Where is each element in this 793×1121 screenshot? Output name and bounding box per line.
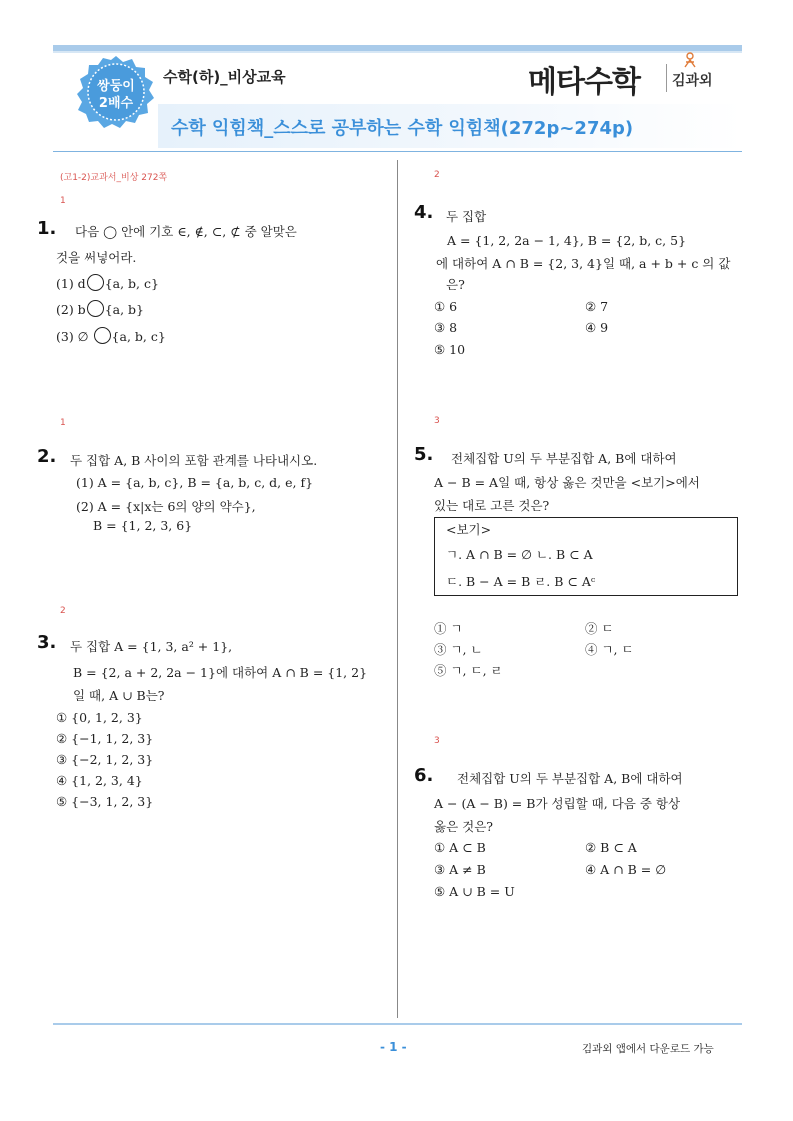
q5-choice-5[interactable]: ⑤ ㄱ, ㄷ, ㄹ [434, 663, 503, 678]
q6-number: 6. [414, 765, 434, 786]
box-row2: ㄷ. B − A = B ㄹ. B ⊂ Aᶜ [446, 574, 596, 589]
box-row1: ㄱ. A ∩ B = ∅ ㄴ. B ⊂ A [446, 547, 593, 562]
q1-item1-pre: (1) d [56, 276, 86, 291]
q4-choice-2[interactable]: ② 7 [585, 299, 609, 314]
badge-line2: 2배수 [98, 96, 134, 111]
brand-separator [666, 64, 667, 92]
q1-item3-post: {a, b, c} [111, 329, 166, 344]
answer-blank-circle[interactable] [87, 300, 104, 317]
header-top-bar-light [53, 51, 742, 53]
q1-item2 [56, 300, 144, 317]
q4-level: 2 [434, 170, 440, 180]
q5-choice-3[interactable]: ③ ㄱ, ㄴ [434, 642, 483, 657]
subject-label: 수학(하)_비상교육 [163, 68, 286, 86]
q6-choice-3[interactable]: ③ A ≠ B [434, 862, 486, 877]
q3-choice-2[interactable]: ② {−1, 1, 2, 3} [56, 731, 154, 746]
q1-item1-post: {a, b, c} [104, 276, 159, 291]
q1-item2-post: {a, b} [104, 302, 144, 317]
brand-logo: 메타수학 [528, 65, 640, 100]
q4-choice-4[interactable]: ④ 9 [585, 320, 609, 335]
box-title: <보기> [446, 522, 492, 537]
q4-text2: A = {1, 2, 2a − 1, 4}, B = {2, b, c, 5} [447, 233, 687, 248]
footer-line [53, 1023, 742, 1025]
q2-item2: (2) A = {x|x는 6의 양의 약수}, [76, 499, 256, 514]
q5-text2: A − B = A일 때, 항상 옳은 것만을 <보기>에서 [434, 475, 700, 490]
q6-choice-1[interactable]: ① A ⊂ B [434, 840, 486, 855]
q4-number: 4. [414, 202, 434, 223]
q6-choice-4[interactable]: ④ A ∩ B = ∅ [585, 862, 667, 877]
q2-number: 2. [37, 446, 57, 467]
q1-text1: 다음 ◯ 안에 기호 ∈, ∉, ⊂, ⊄ 중 알맞은 [75, 224, 297, 239]
q3-text2: B = {2, a + 2, 2a − 1}에 대하여 A ∩ B = {1, 2} [73, 665, 368, 680]
q1-text2: 것을 써넣어라. [56, 250, 137, 265]
q1-item2-pre: (2) b [56, 302, 86, 317]
q1-item3-pre: (3) ∅ [56, 329, 93, 344]
q1-level: 1 [60, 196, 66, 206]
q5-choice-4[interactable]: ④ ㄱ, ㄷ [585, 642, 634, 657]
q3-text3: 일 때, A ∪ B는? [73, 688, 165, 703]
q6-text1: 전체집합 U의 두 부분집합 A, B에 대하여 [457, 771, 683, 786]
brand-kimgwaoe: 김과외 [672, 73, 713, 89]
q2-item2b: B = {1, 2, 3, 6} [93, 518, 193, 533]
q1-item3 [56, 327, 166, 344]
page-title: 수학 익힘책_스스로 공부하는 수학 익힘책(272p~274p) [171, 118, 634, 139]
source-label: (고1-2)교과서_비상 272쪽 [60, 173, 168, 183]
q4-text1: 두 집합 [446, 209, 487, 224]
answer-blank-circle[interactable] [87, 274, 104, 291]
q5-level: 3 [434, 416, 440, 426]
q6-choice-2[interactable]: ② B ⊂ A [585, 840, 637, 855]
q4-choice-1[interactable]: ① 6 [434, 299, 458, 314]
q2-item1: (1) A = {a, b, c}, B = {a, b, c, d, e, f} [76, 475, 314, 490]
q5-choice-2[interactable]: ② ㄷ [585, 621, 614, 636]
q5-text3: 있는 대로 고른 것은? [434, 498, 550, 513]
answer-blank-circle[interactable] [94, 327, 111, 344]
twin-badge [76, 54, 156, 134]
badge-line1: 쌍둥이 [97, 79, 135, 94]
q5-choice-1[interactable]: ① ㄱ [434, 621, 463, 636]
q1-number: 1. [37, 218, 57, 239]
q5-number: 5. [414, 444, 434, 465]
q6-level: 3 [434, 736, 440, 746]
q2-level: 1 [60, 418, 66, 428]
q1-item1 [56, 274, 159, 291]
q3-level: 2 [60, 606, 66, 616]
q4-text4: 은? [446, 277, 465, 292]
q4-choice-3[interactable]: ③ 8 [434, 320, 458, 335]
title-underline [53, 151, 742, 152]
q4-text3: 에 대하여 A ∩ B = {2, 3, 4}일 때, a + b + c 의 값 [436, 256, 731, 271]
q6-text3: 옳은 것은? [434, 819, 493, 834]
q6-choice-5[interactable]: ⑤ A ∪ B = U [434, 884, 515, 899]
page-number: - 1 - [380, 1040, 407, 1054]
q3-choice-1[interactable]: ① {0, 1, 2, 3} [56, 710, 143, 725]
q6-text2: A − (A − B) = B가 성립할 때, 다음 중 항상 [434, 796, 681, 811]
q3-choice-5[interactable]: ⑤ {−3, 1, 2, 3} [56, 794, 154, 809]
q3-choice-4[interactable]: ④ {1, 2, 3, 4} [56, 773, 143, 788]
q4-choice-5[interactable]: ⑤ 10 [434, 342, 466, 357]
q2-text1: 두 집합 A, B 사이의 포함 관계를 나타내시오. [70, 453, 318, 468]
q5-text1: 전체집합 U의 두 부분집합 A, B에 대하여 [451, 451, 677, 466]
q3-choice-3[interactable]: ③ {−2, 1, 2, 3} [56, 752, 154, 767]
q3-text1: 두 집합 A = {1, 3, a² + 1}, [70, 639, 233, 654]
q3-number: 3. [37, 632, 57, 653]
footer-download-text: 김과외 앱에서 다운로드 가능 [582, 1043, 714, 1055]
person-icon [683, 52, 697, 68]
column-divider [397, 160, 398, 1018]
